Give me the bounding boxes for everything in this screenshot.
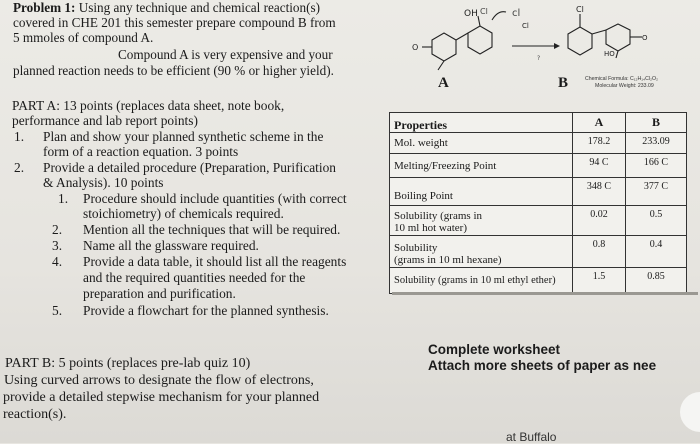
part-a-item-2-num: 2. <box>14 160 25 175</box>
part-a-item-2-line-1: Provide a detailed procedure (Preparation, Purification <box>43 160 336 175</box>
table-row <box>390 206 687 236</box>
part-a-item-1-num: 1. <box>14 129 25 144</box>
part-a-item-2-line-2: & Analysis). 10 points <box>43 175 164 190</box>
svg-text:Cl: Cl <box>522 22 529 30</box>
subitem-5-num: 5. <box>52 303 63 318</box>
weight-line: Molecular Weight: 233.09 <box>595 82 654 89</box>
compound-a-structure <box>422 12 506 70</box>
corner-shape <box>680 392 700 432</box>
problem-line-1 <box>13 0 320 15</box>
part-b-line-1: PART B: 5 points (replaces pre-lab quiz 10) <box>5 356 251 371</box>
svg-text:O: O <box>642 34 648 42</box>
row-label-line-1: Solubility (grams in <box>394 210 482 222</box>
part-a-title-line-1: PART A: 13 points (replaces data sheet, note book, <box>12 98 285 113</box>
row-label-line-2: (grams in 10 ml hexane) <box>394 254 502 266</box>
row-value-b: 0.5 <box>626 206 687 236</box>
part-b-line-3: provide a detailed stepwise mechanism for your planned <box>3 390 320 405</box>
part-b-line-2: Using curved arrows to designate the flow of electrons, <box>4 373 314 388</box>
row-value-b: 0.4 <box>626 236 687 268</box>
row-label <box>390 236 573 268</box>
svg-text:O: O <box>412 43 419 52</box>
svg-text:?: ? <box>537 55 541 62</box>
svg-text:HO: HO <box>604 50 615 58</box>
row-value-a: 94 C <box>573 154 626 178</box>
compound-b-formula <box>585 76 658 89</box>
part-a-item-1-line-2: form of a reaction equation. 3 points <box>43 144 239 159</box>
table-row <box>390 268 687 294</box>
problem-line-2: covered in CHE 201 this semester prepare compound B from <box>13 15 336 30</box>
problem-heading: Problem 1: <box>13 0 76 15</box>
row-label-line-1: Solubility <box>394 242 438 254</box>
row-value-a: 0.8 <box>573 236 626 268</box>
compound-a-oh-label: OH <box>464 9 478 19</box>
svg-text:Cl: Cl <box>480 7 488 16</box>
subitem-2-num: 2. <box>52 222 63 237</box>
subitem-4-line-2: and the required quantities needed for the <box>83 270 306 285</box>
reaction-arrow <box>512 43 560 62</box>
worksheet-note <box>428 342 656 374</box>
row-label <box>390 206 573 236</box>
row-label: Solubility (grams in 10 ml ethyl ether) <box>390 268 573 294</box>
part-a-title-line-2: performance and lab report points) <box>12 113 198 128</box>
table-header-b: B <box>626 113 687 133</box>
row-value-a: 1.5 <box>573 268 626 294</box>
row-value-b: 233.09 <box>626 133 687 154</box>
table-header-row <box>390 113 687 133</box>
subitem-5-line-1: Provide a flowchart for the planned synthesis. <box>83 303 329 318</box>
table-header-a: A <box>573 113 626 133</box>
part-b-line-4: reaction(s). <box>3 407 67 422</box>
subitem-4-num: 4. <box>52 254 63 269</box>
subitem-3-line-1: Name all the glassware required. <box>83 238 259 253</box>
row-label: Melting/Freezing Point <box>390 154 573 178</box>
svg-text:Cl: Cl <box>576 5 584 14</box>
table-row <box>390 178 687 206</box>
row-label: Mol. weight <box>390 133 573 154</box>
subitem-3-num: 3. <box>52 238 63 253</box>
properties-table <box>389 112 687 294</box>
row-value-a: 348 C <box>573 178 626 206</box>
svg-text:cl: cl <box>512 8 521 19</box>
row-value-b: 166 C <box>626 154 687 178</box>
compound-a-label: A <box>438 75 449 91</box>
table-row <box>390 236 687 268</box>
row-label-line-2: 10 ml hot water) <box>394 222 468 234</box>
subitem-2-line-1: Mention all the techniques that will be required. <box>83 222 341 237</box>
formula-line: Chemical Formula: C₁₂H₁₄Cl₂O₂ <box>585 76 659 82</box>
worksheet-line-1: Complete worksheet <box>428 342 561 357</box>
row-value-a: 178.2 <box>573 133 626 154</box>
subitem-4-line-1: Provide a data table, it should list all the reagents <box>83 254 347 269</box>
problem-line-4: Compound A is very expensive and your <box>118 47 333 62</box>
compound-b-label: B <box>558 75 569 91</box>
row-value-b: 0.85 <box>626 268 687 294</box>
table-row <box>390 133 687 154</box>
subitem-1-num: 1. <box>58 191 69 206</box>
problem-line-3: 5 mmoles of compound A. <box>13 30 154 45</box>
subitem-1-line-2: stoichiometry) of chemicals required. <box>83 206 284 221</box>
worksheet-line-2: Attach more sheets of paper as nee <box>428 358 657 373</box>
row-value-a: 0.02 <box>573 206 626 236</box>
problem-line-5: planned reaction needs to be efficient (90 % or higher yield). <box>13 63 334 78</box>
table-row <box>390 154 687 178</box>
footer-text: at Buffalo <box>506 430 557 444</box>
table-shadow <box>392 292 698 295</box>
table-header-properties: Properties <box>390 113 573 133</box>
row-value-b: 377 C <box>626 178 687 206</box>
part-a-item-1-line-1: Plan and show your planned synthetic scheme in the <box>43 129 324 144</box>
row-label: Boiling Point <box>390 178 573 206</box>
problem-intro-text: Using any technique and chemical reaction(s) <box>75 0 320 15</box>
subitem-1-line-1: Procedure should include quantities (with correct <box>83 191 347 206</box>
subitem-4-line-3: preparation and purification. <box>83 286 236 301</box>
